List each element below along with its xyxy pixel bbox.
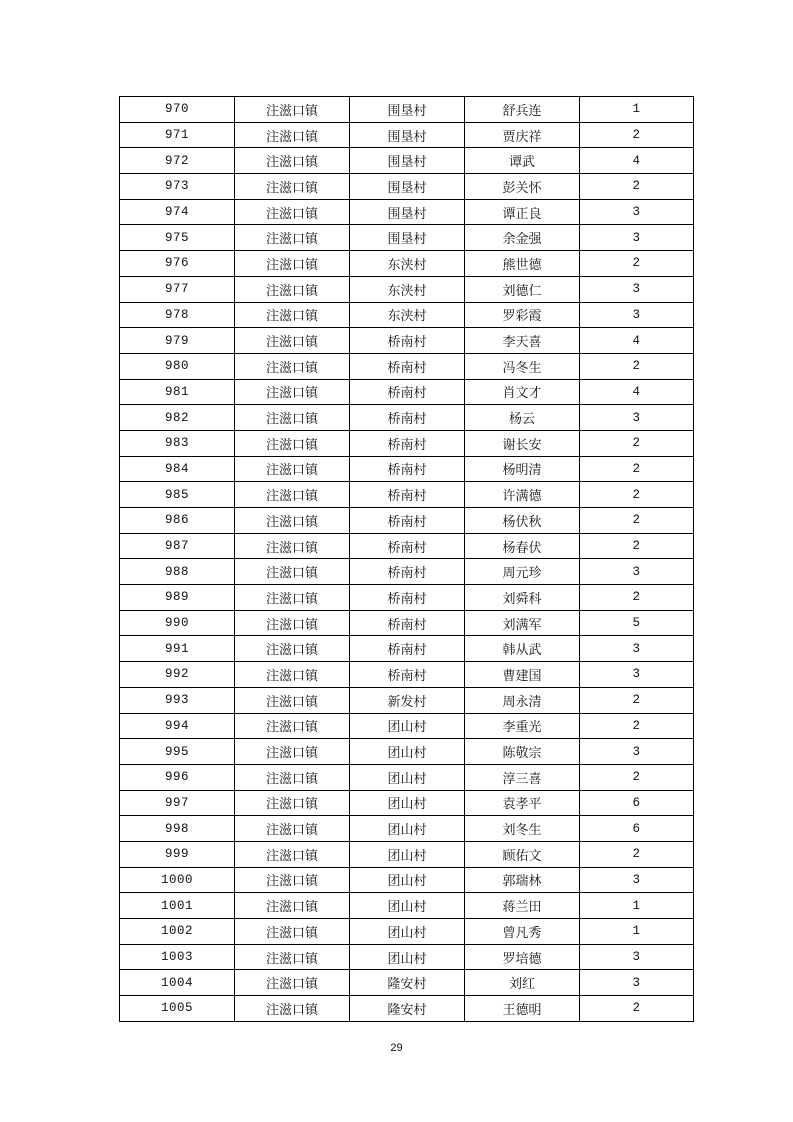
village-cell: 围垦村 [350,225,465,251]
serial-number-cell: 993 [120,687,235,713]
name-cell: 曾凡秀 [465,919,580,945]
serial-number-cell: 988 [120,559,235,585]
count-cell: 2 [580,508,694,534]
serial-number-cell: 991 [120,636,235,662]
count-cell: 1 [580,919,694,945]
roster-table [119,96,694,1022]
serial-number-cell: 978 [120,302,235,328]
serial-number-cell: 1002 [120,919,235,945]
township-cell: 注滋口镇 [235,790,350,816]
name-cell: 冯冬生 [465,353,580,379]
table-row [120,996,694,1022]
table-row [120,148,694,174]
village-cell: 团山村 [350,713,465,739]
village-cell: 东浃村 [350,251,465,277]
count-cell: 4 [580,379,694,405]
township-cell: 注滋口镇 [235,225,350,251]
page-number: 29 [390,1042,403,1054]
count-cell: 4 [580,328,694,354]
name-cell: 曹建国 [465,662,580,688]
village-cell: 团山村 [350,867,465,893]
count-cell: 2 [580,533,694,559]
village-cell: 围垦村 [350,199,465,225]
township-cell: 注滋口镇 [235,841,350,867]
count-cell: 2 [580,713,694,739]
name-cell: 蒋兰田 [465,893,580,919]
township-cell: 注滋口镇 [235,636,350,662]
township-cell: 注滋口镇 [235,970,350,996]
serial-number-cell: 974 [120,199,235,225]
table-row [120,405,694,431]
village-cell: 桥南村 [350,508,465,534]
name-cell: 杨春伏 [465,533,580,559]
table-row [120,662,694,688]
village-cell: 桥南村 [350,456,465,482]
serial-number-cell: 998 [120,816,235,842]
township-cell: 注滋口镇 [235,559,350,585]
count-cell: 2 [580,251,694,277]
village-cell: 桥南村 [350,533,465,559]
count-cell: 3 [580,944,694,970]
table-row [120,919,694,945]
count-cell: 2 [580,122,694,148]
name-cell: 刘舜科 [465,585,580,611]
name-cell: 彭关怀 [465,174,580,200]
village-cell: 桥南村 [350,328,465,354]
township-cell: 注滋口镇 [235,713,350,739]
township-cell: 注滋口镇 [235,610,350,636]
table-row [120,430,694,456]
serial-number-cell: 979 [120,328,235,354]
serial-number-cell: 983 [120,430,235,456]
name-cell: 周元珍 [465,559,580,585]
name-cell: 杨明清 [465,456,580,482]
village-cell: 隆安村 [350,970,465,996]
table-row [120,353,694,379]
village-cell: 团山村 [350,790,465,816]
name-cell: 罗彩霞 [465,302,580,328]
table-row [120,533,694,559]
serial-number-cell: 984 [120,456,235,482]
table-row [120,713,694,739]
table-row [120,97,694,123]
township-cell: 注滋口镇 [235,328,350,354]
name-cell: 陈敬宗 [465,739,580,765]
name-cell: 谢长安 [465,430,580,456]
serial-number-cell: 1001 [120,893,235,919]
village-cell: 桥南村 [350,559,465,585]
table-row [120,970,694,996]
count-cell: 2 [580,482,694,508]
name-cell: 刘红 [465,970,580,996]
name-cell: 熊世德 [465,251,580,277]
table-row [120,790,694,816]
serial-number-cell: 996 [120,764,235,790]
village-cell: 桥南村 [350,610,465,636]
table-row [120,867,694,893]
township-cell: 注滋口镇 [235,174,350,200]
township-cell: 注滋口镇 [235,456,350,482]
table-row [120,225,694,251]
name-cell: 顾佑文 [465,841,580,867]
table-row [120,276,694,302]
table-row [120,764,694,790]
serial-number-cell: 986 [120,508,235,534]
serial-number-cell: 1005 [120,996,235,1022]
township-cell: 注滋口镇 [235,893,350,919]
village-cell: 团山村 [350,919,465,945]
count-cell: 2 [580,687,694,713]
township-cell: 注滋口镇 [235,739,350,765]
name-cell: 刘德仁 [465,276,580,302]
serial-number-cell: 992 [120,662,235,688]
township-cell: 注滋口镇 [235,122,350,148]
table-row [120,379,694,405]
count-cell: 3 [580,559,694,585]
serial-number-cell: 997 [120,790,235,816]
table-row [120,302,694,328]
township-cell: 注滋口镇 [235,302,350,328]
table-row [120,610,694,636]
count-cell: 3 [580,662,694,688]
table-row [120,456,694,482]
village-cell: 团山村 [350,841,465,867]
name-cell: 李天喜 [465,328,580,354]
table-row [120,739,694,765]
name-cell: 余金强 [465,225,580,251]
name-cell: 郭瑞林 [465,867,580,893]
count-cell: 2 [580,456,694,482]
serial-number-cell: 971 [120,122,235,148]
township-cell: 注滋口镇 [235,919,350,945]
count-cell: 3 [580,199,694,225]
count-cell: 1 [580,893,694,919]
township-cell: 注滋口镇 [235,867,350,893]
serial-number-cell: 972 [120,148,235,174]
township-cell: 注滋口镇 [235,97,350,123]
count-cell: 3 [580,405,694,431]
name-cell: 淳三喜 [465,764,580,790]
township-cell: 注滋口镇 [235,482,350,508]
table-row [120,841,694,867]
village-cell: 东浃村 [350,276,465,302]
name-cell: 肖文才 [465,379,580,405]
name-cell: 罗培德 [465,944,580,970]
township-cell: 注滋口镇 [235,148,350,174]
name-cell: 韩从武 [465,636,580,662]
name-cell: 贾庆祥 [465,122,580,148]
village-cell: 团山村 [350,764,465,790]
count-cell: 4 [580,148,694,174]
township-cell: 注滋口镇 [235,533,350,559]
serial-number-cell: 970 [120,97,235,123]
name-cell: 许满德 [465,482,580,508]
serial-number-cell: 980 [120,353,235,379]
village-cell: 桥南村 [350,379,465,405]
serial-number-cell: 981 [120,379,235,405]
serial-number-cell: 982 [120,405,235,431]
serial-number-cell: 989 [120,585,235,611]
table-row [120,585,694,611]
count-cell: 2 [580,174,694,200]
village-cell: 桥南村 [350,353,465,379]
village-cell: 东浃村 [350,302,465,328]
serial-number-cell: 1000 [120,867,235,893]
count-cell: 3 [580,636,694,662]
serial-number-cell: 1003 [120,944,235,970]
township-cell: 注滋口镇 [235,405,350,431]
village-cell: 桥南村 [350,405,465,431]
name-cell: 袁孝平 [465,790,580,816]
village-cell: 桥南村 [350,585,465,611]
name-cell: 刘冬生 [465,816,580,842]
table-row [120,559,694,585]
village-cell: 新发村 [350,687,465,713]
village-cell: 围垦村 [350,122,465,148]
township-cell: 注滋口镇 [235,508,350,534]
serial-number-cell: 973 [120,174,235,200]
serial-number-cell: 995 [120,739,235,765]
name-cell: 周永清 [465,687,580,713]
roster-table-body [120,97,694,1022]
village-cell: 桥南村 [350,482,465,508]
table-row [120,816,694,842]
village-cell: 围垦村 [350,148,465,174]
table-row [120,328,694,354]
serial-number-cell: 999 [120,841,235,867]
count-cell: 3 [580,867,694,893]
name-cell: 舒兵连 [465,97,580,123]
village-cell: 隆安村 [350,996,465,1022]
table-row [120,893,694,919]
township-cell: 注滋口镇 [235,816,350,842]
village-cell: 桥南村 [350,636,465,662]
serial-number-cell: 975 [120,225,235,251]
name-cell: 谭正良 [465,199,580,225]
serial-number-cell: 994 [120,713,235,739]
serial-number-cell: 977 [120,276,235,302]
table-row [120,944,694,970]
township-cell: 注滋口镇 [235,687,350,713]
serial-number-cell: 1004 [120,970,235,996]
name-cell: 刘满军 [465,610,580,636]
serial-number-cell: 976 [120,251,235,277]
name-cell: 杨云 [465,405,580,431]
table-row [120,174,694,200]
table-row [120,251,694,277]
serial-number-cell: 987 [120,533,235,559]
township-cell: 注滋口镇 [235,353,350,379]
village-cell: 桥南村 [350,662,465,688]
name-cell: 王德明 [465,996,580,1022]
township-cell: 注滋口镇 [235,585,350,611]
table-row [120,199,694,225]
count-cell: 2 [580,585,694,611]
count-cell: 3 [580,739,694,765]
township-cell: 注滋口镇 [235,251,350,277]
village-cell: 团山村 [350,893,465,919]
township-cell: 注滋口镇 [235,764,350,790]
serial-number-cell: 990 [120,610,235,636]
village-cell: 团山村 [350,816,465,842]
table-row [120,636,694,662]
count-cell: 2 [580,430,694,456]
table-row [120,508,694,534]
count-cell: 2 [580,764,694,790]
count-cell: 6 [580,816,694,842]
township-cell: 注滋口镇 [235,662,350,688]
count-cell: 2 [580,353,694,379]
name-cell: 杨伏秋 [465,508,580,534]
township-cell: 注滋口镇 [235,199,350,225]
township-cell: 注滋口镇 [235,996,350,1022]
name-cell: 李重光 [465,713,580,739]
village-cell: 桥南村 [350,430,465,456]
count-cell: 2 [580,996,694,1022]
count-cell: 2 [580,841,694,867]
count-cell: 1 [580,97,694,123]
village-cell: 团山村 [350,944,465,970]
count-cell: 6 [580,790,694,816]
serial-number-cell: 985 [120,482,235,508]
count-cell: 3 [580,302,694,328]
township-cell: 注滋口镇 [235,276,350,302]
township-cell: 注滋口镇 [235,430,350,456]
village-cell: 围垦村 [350,97,465,123]
table-row [120,482,694,508]
village-cell: 围垦村 [350,174,465,200]
township-cell: 注滋口镇 [235,379,350,405]
count-cell: 3 [580,225,694,251]
village-cell: 团山村 [350,739,465,765]
name-cell: 谭武 [465,148,580,174]
count-cell: 3 [580,970,694,996]
count-cell: 3 [580,276,694,302]
table-row [120,122,694,148]
township-cell: 注滋口镇 [235,944,350,970]
count-cell: 5 [580,610,694,636]
table-row [120,687,694,713]
